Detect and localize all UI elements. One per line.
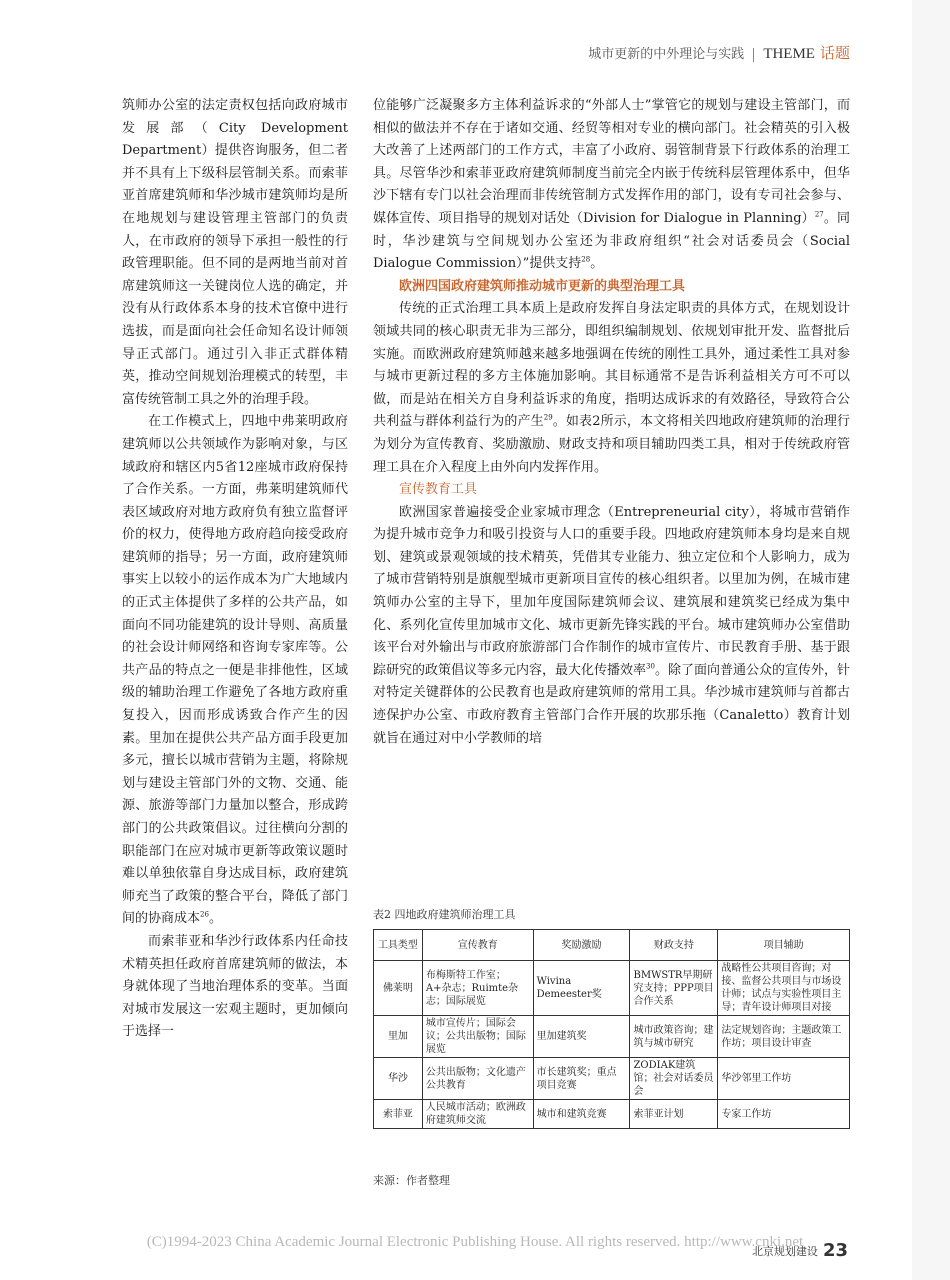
table-cell: 华沙 — [374, 1058, 423, 1100]
header-topic: 话题 — [819, 44, 850, 62]
journal-name: 北京规划建设 — [751, 1245, 818, 1258]
table-header-cell: 项目辅助 — [718, 930, 850, 961]
subsection-heading: 宣传教育工具 — [399, 482, 478, 498]
table-header-cell: 宣传教育 — [422, 930, 533, 961]
table-row — [374, 1100, 850, 1129]
left-paragraph-3: 而索菲亚和华沙行政体系内任命技术精英担任政府首席建筑师的做法，本身就体现了当地治理体系的变革。当面对城市发展这一宏观主题时，更加倾向于选择一 — [122, 933, 348, 1040]
table-row — [374, 1016, 850, 1058]
right-column — [373, 95, 850, 750]
table-cell: 城市政策咨询；建筑与城市研究 — [630, 1016, 718, 1058]
table-cell: 索菲亚计划 — [630, 1100, 718, 1129]
table-header-row — [374, 930, 850, 961]
table-row — [374, 1058, 850, 1100]
header-divider — [753, 48, 754, 62]
header-theme: THEME — [763, 46, 815, 62]
table-cell: 城市和建筑竞赛 — [533, 1100, 630, 1129]
section-heading: 欧洲四国政府建筑师推动城市更新的典型治理工具 — [399, 278, 686, 294]
table-cell: ZODIAK建筑馆；社会对话委员会 — [630, 1058, 718, 1100]
page-number: 23 — [822, 1240, 848, 1261]
footnote-ref: 27 — [814, 210, 824, 219]
table-cell: 索菲亚 — [374, 1100, 423, 1129]
table-cell: 城市宣传片；国际会议；公共出版物；国际展览 — [422, 1016, 533, 1058]
table-source: 来源：作者整理 — [373, 1174, 450, 1187]
table-cell: BMWSTR早期研究支持；PPP项目合作关系 — [630, 961, 718, 1016]
table-cell: 公共出版物；文化遗产公共教育 — [422, 1058, 533, 1100]
footnote-ref: 28 — [581, 255, 591, 264]
left-column — [122, 95, 348, 1044]
table-cell: 佛莱明 — [374, 961, 423, 1016]
table-row — [374, 961, 850, 1016]
table-cell: Wivina Demeester奖 — [533, 961, 630, 1016]
table-cell: 里加 — [374, 1016, 423, 1058]
table-header-cell: 奖励激励 — [533, 930, 630, 961]
right-paragraph-3: 欧洲国家普遍接受企业家城市理念（Entrepreneurial city），将城市营销作为提升城市竞争力和吸引投资与人口的重要手段。四地政府建筑师本身均是来自规划、建筑或景观领域的技术精英，凭借其专业能力、独立定位和个人影响力，成为了城市营销特别是旗舰型城市更新项目宣传的核心组织者。以里加为例，在城市建筑师办公室的主导下，里加年度国际建筑师会议、建筑展和建筑奖已经成为集中化、系列化宣传里加城市文化、城市更新先锋实践的平台。城市建筑师办公室借助该平台对外输出与市政府旅游部门合作制作的城市宣传片、市民教育手册、基于跟踪研究的政策倡议等多元内容，最大化传播效率$^{30}$。除了面向普通公众的宣传外，针对特定关键群体的公民教育也是政府建筑师的常用工具。华沙城市建筑师与首都古迹保护办公室、市政府教育主管部门合作开展的坎那乐拖（Canaletto）教育计划就旨在通过对中小学教师的培 — [373, 504, 850, 746]
table-cell: 华沙邻里工作坊 — [718, 1058, 850, 1100]
table-cell: 人民城市活动；欧洲政府建筑师交流 — [422, 1100, 533, 1129]
right-paragraph-1: 位能够广泛凝聚多方主体利益诉求的“外部人士”掌管它的规划与建设主管部门，而相似的做法并不存在于诸如交通、经贸等相对专业的横向部门。社会精英的引入极大改善了上述两部门的工作方式，丰富了小政府、弱管制背景下行政体系的治理工具。尽管华沙和索菲亚政府建筑师制度当前完全内嵌于传统科层管理体系中，但华沙下辖有专门以社会治理而非传统管制方式发挥作用的部门，设有专司社会参与、媒体宣传、项目指导的规划对话处（Division for Dialogue in Planning）$^{27}$。同时，华沙建筑与空间规划办公室还为非政府组织“社会对话委员会（Social Dialogue Commission）”提供支持$^{28}$。 — [373, 98, 850, 272]
table-cell: 专家工作坊 — [718, 1100, 850, 1129]
table-cell: 法定规划咨询；主题政策工作坊；项目设计审查 — [718, 1016, 850, 1058]
table-cell: 里加建筑奖 — [533, 1016, 630, 1058]
left-paragraph-1: 筑师办公室的法定责权包括向政府城市发展部（City Development Department）提供咨询服务，但二者并不具有上下级科层管制关系。而索菲亚首席建筑师和华沙城市建筑师均是所在地规划与建设管理主管部门的负责人，在市政府的领导下承担一般性的行政管理职能。但不同的是两地当前对首席建筑师这一关键岗位人选的确定，并没有从行政体系本身的技术官僚中进行选拔，而是面向社会任命知名设计师领导正式部门。通过引入非正式群体精英，推动空间规划治理模式的转型，丰富传统管制工具之外的治理手段。 — [122, 98, 348, 407]
copyright-watermark: (C)1994-2023 China Academic Journal Electronic Publishing House. All rights reserved. http://www.cnki.net — [146, 1234, 804, 1250]
table-cell: 布梅斯特工作室；A+杂志；Ruimte杂志；国际展览 — [422, 961, 533, 1016]
table-caption: 表2 四地政府建筑师治理工具 — [373, 908, 516, 921]
footnote-ref: 29 — [543, 413, 553, 422]
table-cell: 市长建筑奖；重点项目竞赛 — [533, 1058, 630, 1100]
footnote-ref: 30 — [646, 662, 655, 671]
footnote-ref: 26 — [200, 911, 209, 920]
table-header-cell: 财政支持 — [630, 930, 718, 961]
left-paragraph-2: 在工作模式上，四地中弗莱明政府建筑师以公共领域作为影响对象，与区域政府和辖区内5省12座城市政府保持了合作关系。一方面，弗莱明建筑师代表区域政府对地方政府负有独立监督评价的权力，使得地方政府趋向接受政府建筑师的指导；另一方面，政府建筑师事实上以较小的运作成本为广大地域内的正式主体提供了多样的公共产品，如面向不同功能建筑的设计导则、高质量的社会设计师网络和咨询专家库等。公共产品的特点之一便是非排他性，区域级的辅助治理工作避免了各地方政府重复投入，因而形成诱致合作产生的因素。里加在提供公共产品方面手段更加多元，擅长以城市营销为主题，将除规划与建设主管部门外的文物、交通、能源、旅游等部门力量加以整合，形成跨部门的公共政策倡议。过往横向分割的职能部门在应对城市更新等政策议题时难以单独依靠自身达成目标，政府建筑师充当了政策的整合平台，降低了部门间的协商成本$^{26}$。 — [122, 414, 348, 927]
right-paragraph-2: 传统的正式治理工具本质上是政府发挥自身法定职责的具体方式，在规划设计领域共同的核心职责无非为三部分，即组织编制规划、依规划审批开发、监督批后实施。而欧洲政府建筑师越来越多地强调在传统的刚性工具外，通过柔性工具对参与城市更新过程的多方主体施加影响。其目标通常不是告诉利益相关方可不可以做，而是站在相关方自身利益诉求的角度，指明达成诉求的有效路径，导致符合公共利益与群体利益行为的产生$^{29}$。如表2所示，本文将相关四地政府建筑师的治理行为划分为宣传教育、奖励激励、财政支持和项目辅助四类工具，相对于传统政府管理工具在介入程度上由外向内发挥作用。 — [373, 301, 850, 475]
page-edge — [912, 0, 950, 1280]
governance-tools-table — [373, 929, 850, 1129]
table-header-cell: 工具类型 — [374, 930, 423, 961]
header-section: 城市更新的中外理论与实践 — [588, 47, 745, 62]
table-cell: 战略性公共项目咨询；对接、监督公共项目与市场设计师；试点与实验性项目主导；青年设计师项目对接 — [718, 961, 850, 1016]
running-header — [588, 42, 850, 63]
